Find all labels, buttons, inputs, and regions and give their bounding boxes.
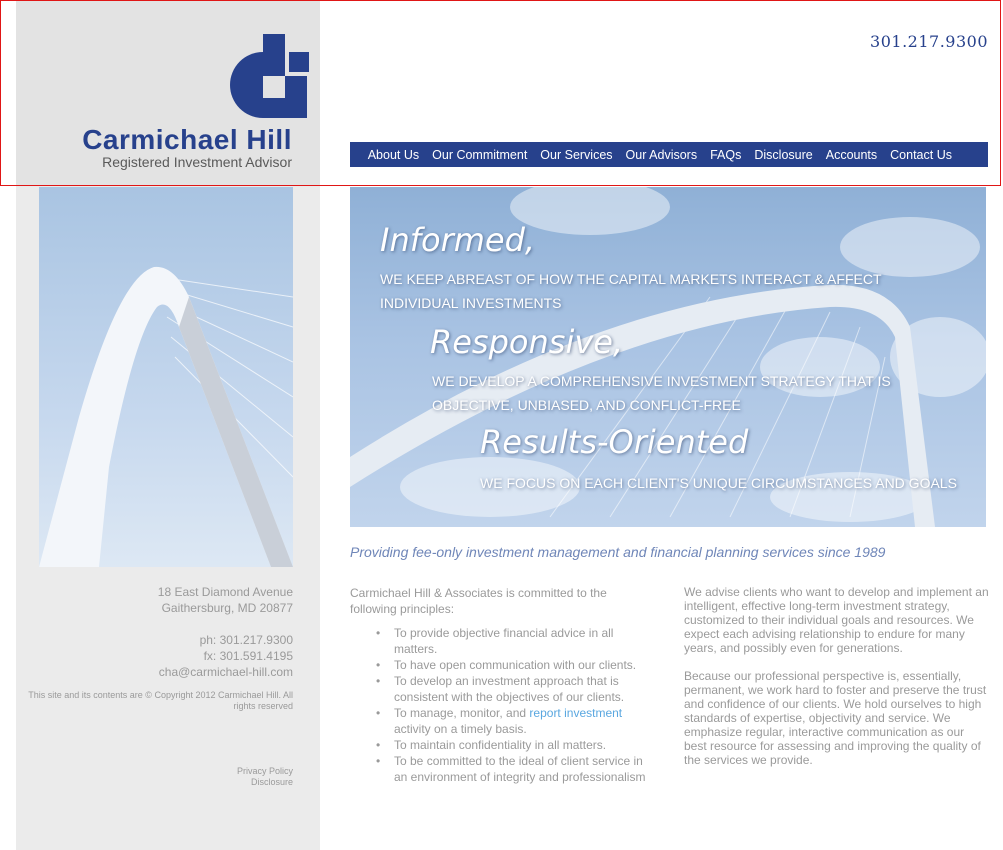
hero-line-2b: OBJECTIVE, UNBIASED, AND CONFLICT-FREE [432,397,741,413]
nav-about-us[interactable]: About Us [367,147,420,162]
brand-tagline: Registered Investment Advisor [102,154,292,170]
hero-heading-responsive: Responsive, [430,323,624,361]
hero-line-1b: INDIVIDUAL INVESTMENTS [380,295,562,311]
nav-our-commitment[interactable]: Our Commitment [432,147,528,162]
address [158,584,293,616]
principles-lead: Carmichael Hill & Associates is committed to the following principles: [350,586,607,616]
nav-contact-us[interactable]: Contact Us [890,147,952,162]
contact-info [159,632,293,680]
copyright-notice: This site and its contents are © Copyright 2012 Carmichael Hill. All rights reserved [28,690,293,711]
hero-banner [350,187,986,527]
list-item: • To develop an investment approach that is consistent with the objectives of our clients. [394,673,650,705]
brand-name: Carmichael Hill [82,124,292,155]
legal-links [237,766,293,788]
principles-column [350,585,650,785]
list-item: • To provide objective financial advice in all matters. [394,625,650,657]
hero-line-2a: WE DEVELOP A COMPREHENSIVE INVESTMENT STRATEGY THAT IS [432,373,891,389]
list-text: activity on a timely basis. [394,722,527,736]
hero-heading-results: Results-Oriented [480,423,749,461]
logo-icon [219,34,309,118]
address-line-1: 18 East Diamond Avenue [157,585,293,599]
hero-line-1a: WE KEEP ABREAST OF HOW THE CAPITAL MARKETS INTERACT & AFFECT [380,271,882,287]
address-line-2: Gaithersburg, MD 20877 [161,601,293,615]
bridge-arch-graphic [39,187,293,567]
disclosure-link[interactable]: Disclosure [250,777,293,787]
main-nav [350,142,988,167]
header-phone: 301.217.9300 [870,32,988,51]
sidebar-phone: ph: 301.217.9300 [199,633,293,647]
list-item: • To maintain confidentiality in all matters. [394,737,650,753]
about-column [684,585,989,781]
nav-our-advisors[interactable]: Our Advisors [625,147,698,162]
list-text: To manage, monitor, and [394,706,530,720]
nav-faqs[interactable]: FAQs [710,147,742,162]
about-paragraph-2: Because our professional perspective is, essentially, permanent, we work hard to foster and preserve the trust and confidence of our clients. We hold ourselves to high standards of expertise, objectivity and service. We emphasize regular, interactive communication as our best resource for assessing and improving the quality of the services we provide. [684,669,987,767]
privacy-policy-link[interactable]: Privacy Policy [236,766,293,776]
list-item: • To have open communication with our clients. [394,657,650,673]
about-paragraph-1: We advise clients who want to develop and implement an intelligent, effective long-term investment strategy, customized to their individual goals and resources. We expect each advising relationship to endure for many years, and possibly even for generations. [684,585,989,655]
sidebar-fax: fx: 301.591.4195 [203,649,293,663]
bridge-photo [39,187,293,567]
sidebar-email[interactable]: cha@carmichael-hill.com [158,665,293,679]
hero-heading-informed: Informed, [380,221,536,259]
principles-list [350,625,650,785]
nav-disclosure[interactable]: Disclosure [754,147,813,162]
logo-area[interactable] [16,0,320,186]
list-item [394,705,650,737]
hero-line-3: WE FOCUS ON EACH CLIENT'S UNIQUE CIRCUMSTANCES AND GOALS [480,475,957,491]
nav-accounts[interactable]: Accounts [825,147,878,162]
report-investment-link[interactable]: report investment [529,706,623,720]
list-item: • To be committed to the ideal of client service in an environment of integrity and professionalism [394,753,650,785]
intro-tagline: Providing fee-only investment management and financial planning services since 1989 [350,544,886,560]
nav-our-services[interactable]: Our Services [540,147,613,162]
